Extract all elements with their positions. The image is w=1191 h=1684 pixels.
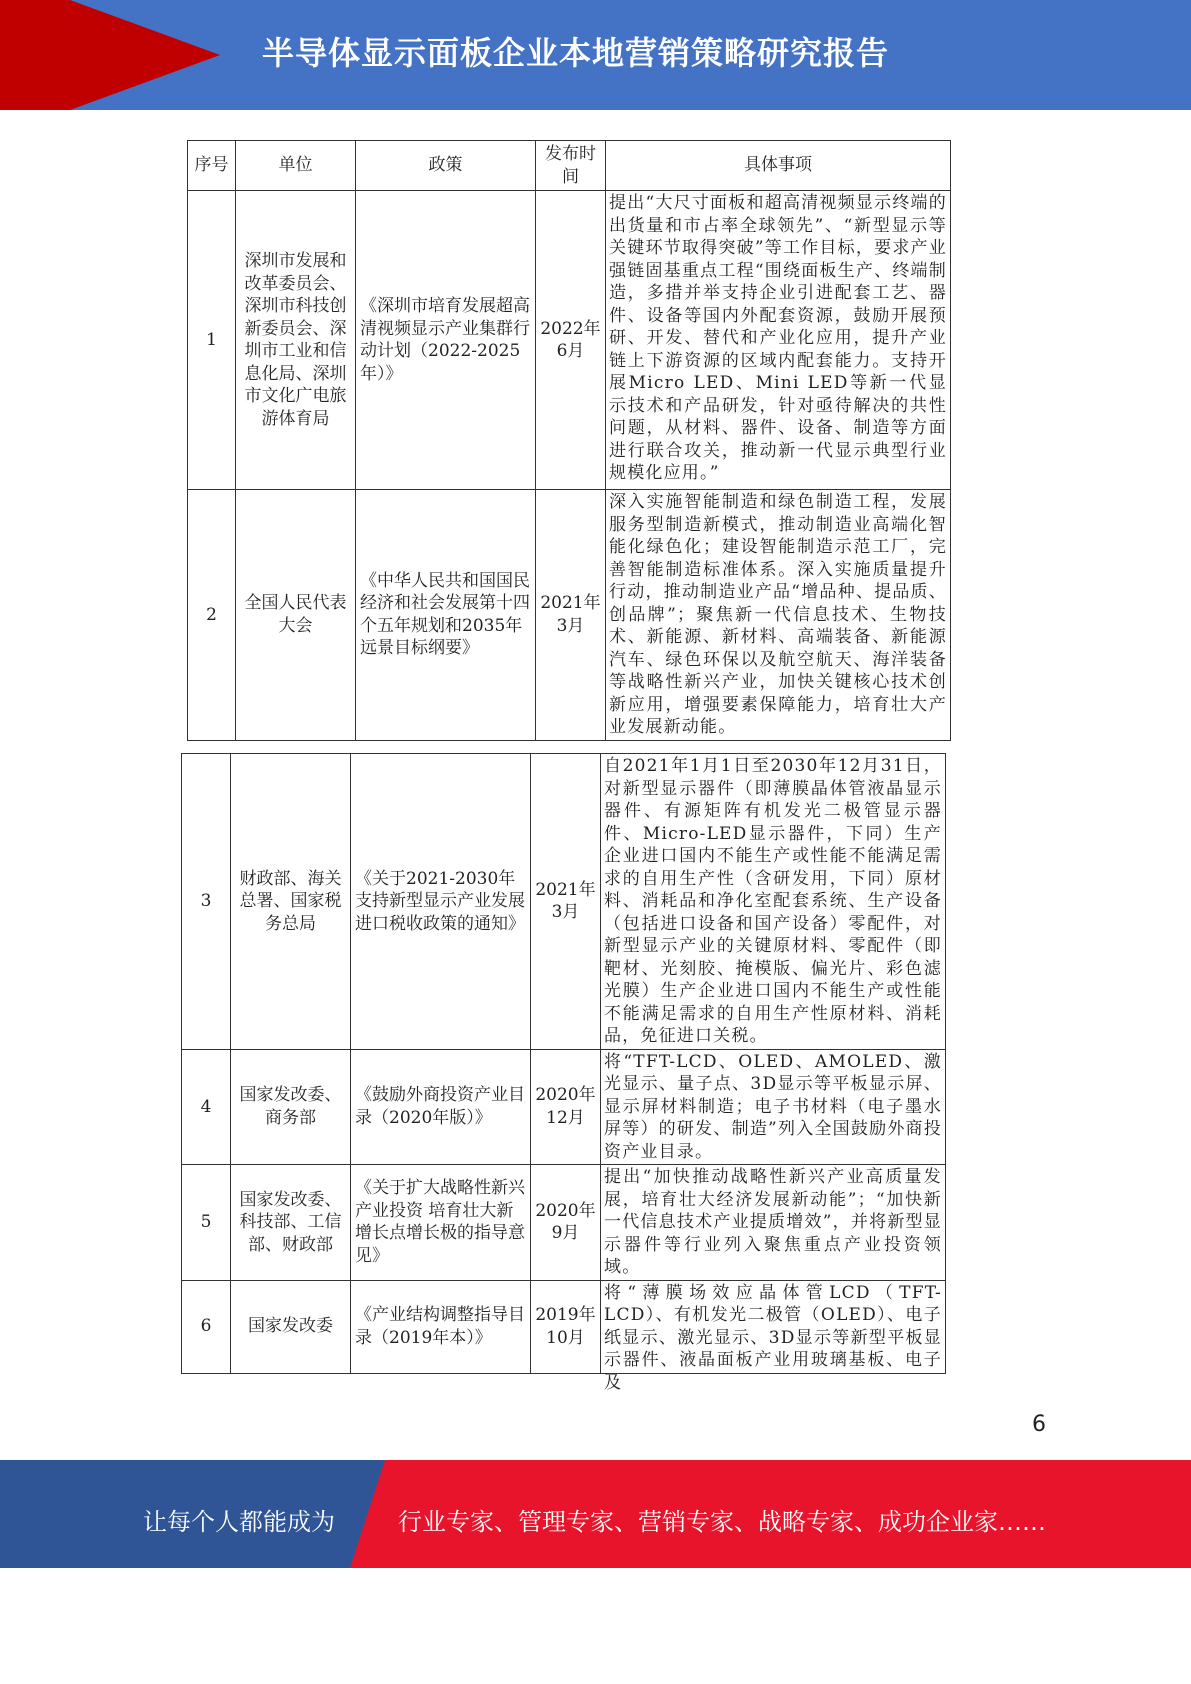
cell-detail: 提出“加快推动战略性新兴产业高质量发展，培育壮大经济发展新动能”；“加快新一代信息技术产业提质增效”，并将新型显示器件等行业列入聚焦重点产业投资领域。 [601, 1165, 946, 1281]
cell-detail [601, 1280, 946, 1393]
banner-arrow [70, 0, 220, 110]
cell-no: 5 [182, 1165, 231, 1281]
header-unit: 单位 [236, 141, 356, 191]
cell-date: 2020年12月 [531, 1049, 601, 1165]
table-row [188, 191, 951, 490]
header-no: 序号 [188, 141, 236, 191]
cell-detail: 深入实施智能制造和绿色制造工程，发展服务型制造新模式，推动制造业高端化智能化绿色化；建设智能制造示范工厂，完善智能制造标准体系。深入实施质量提升行动，推动制造业产品“增品种、提品质、创品牌”；聚焦新一代信息技术、生物技术、新能源、新材料、高端装备、新能源汽车、绿色环保以及航空航天、海洋装备等战略性新兴产业，加快关键核心技术创新应用，增强要素保障能力，培育壮大产业发展新动能。 [606, 490, 951, 741]
cell-date: 2021年3月 [536, 490, 606, 741]
cell-detail-text: 将“薄膜场效应晶体管LCD（TFT-LCD）、有机发光二极管（OLED）、电子纸显示、激光显示、3D显示等新型平板显示器件、液晶面板产业用玻璃基板、电子及 [604, 1282, 942, 1393]
table-header-row [188, 141, 951, 191]
table-row [182, 1280, 946, 1373]
cell-policy: 《关于2021-2030年支持新型显示产业发展进口税收政策的通知》 [351, 754, 531, 1050]
cell-no: 4 [182, 1049, 231, 1165]
header-banner [0, 0, 1191, 110]
cell-policy: 《关于扩大战略性新兴产业投资 培育壮大新增长点增长极的指导意见》 [351, 1165, 531, 1281]
cell-policy: 《中华人民共和国国民经济和社会发展第十四个五年规划和2035年远景目标纲要》 [356, 490, 536, 741]
policy-table-part2 [181, 753, 946, 1393]
footer-slogan-left: 让每个人都能成为 [143, 1508, 335, 1536]
cell-no: 2 [188, 490, 236, 741]
cell-detail: 自2021年1月1日至2030年12月31日，对新型显示器件（即薄膜晶体管液晶显示器件、有源矩阵有机发光二极管显示器件、Micro-LED显示器件，下同）生产企业进口国内不能生产或性能不能满足需求的自用生产性（含研发用，下同）原材料、消耗品和净化室配套系统、生产设备（包括进口设备和国产设备）零配件，对新型显示产业的关键原材料、零配件（即靶材、光刻胶、掩模版、偏光片、彩色滤光膜）生产企业进口国内不能生产或性能不能满足需求的自用生产性原材料、消耗品，免征进口关税。 [601, 754, 946, 1050]
cell-policy: 《产业结构调整指导目录（2019年本）》 [351, 1280, 531, 1373]
footer-slogan-right: 行业专家、管理专家、营销专家、战略专家、成功企业家…… [398, 1508, 1046, 1536]
table-row [182, 1165, 946, 1281]
cell-unit: 国家发改委、商务部 [231, 1049, 351, 1165]
cell-date: 2022年6月 [536, 191, 606, 490]
header-policy: 政策 [356, 141, 536, 191]
footer-banner [0, 1460, 1191, 1684]
cell-no: 6 [182, 1280, 231, 1373]
cell-date: 2019年10月 [531, 1280, 601, 1373]
cell-detail: 将“TFT-LCD、OLED、AMOLED、激光显示、量子点、3D显示等平板显示屏、显示屏材料制造；电子书材料（电子墨水屏等）的研发、制造”列入全国鼓励外商投资产业目录。 [601, 1049, 946, 1165]
table-row [182, 754, 946, 1050]
banner-red-block [0, 0, 70, 110]
header-date: 发布时间 [536, 141, 606, 191]
page-number: 6 [1032, 1412, 1046, 1437]
cell-unit: 国家发改委、科技部、工信部、财政部 [231, 1165, 351, 1281]
table-row [182, 1049, 946, 1165]
cell-unit: 全国人民代表大会 [236, 490, 356, 741]
cell-unit: 国家发改委 [231, 1280, 351, 1373]
cell-policy: 《鼓励外商投资产业目录（2020年版）》 [351, 1049, 531, 1165]
cell-unit: 财政部、海关总署、国家税务总局 [231, 754, 351, 1050]
cell-date: 2021年3月 [531, 754, 601, 1050]
cell-detail: 提出“大尺寸面板和超高清视频显示终端的出货量和市占率全球领先”、“新型显示等关键环节取得突破”等工作目标，要求产业强链固基重点工程“围绕面板生产、终端制造，多措并举支持企业引进配套工艺、器件、设备等国内外配套资源，鼓励开展预研、开发、替代和产业化应用，提升产业链上下游资源的区域内配套能力。支持开展Micro LED、Mini LED等新一代显示技术和产品研发，针对亟待解决的共性问题，从材料、器件、设备、制造等方面进行联合攻关，推动新一代显示典型行业规模化应用。” [606, 191, 951, 490]
report-title: 半导体显示面板企业本地营销策略研究报告 [262, 34, 890, 72]
policy-table-part1 [187, 140, 951, 741]
cell-unit: 深圳市发展和改革委员会、深圳市科技创新委员会、深圳市工业和信息化局、深圳市文化广电旅游体育局 [236, 191, 356, 490]
cell-policy: 《深圳市培育发展超高清视频显示产业集群行动计划（2022-2025年）》 [356, 191, 536, 490]
header-detail: 具体事项 [606, 141, 951, 191]
cell-date: 2020年9月 [531, 1165, 601, 1281]
cell-no: 1 [188, 191, 236, 490]
cell-no: 3 [182, 754, 231, 1050]
table-row [188, 490, 951, 741]
